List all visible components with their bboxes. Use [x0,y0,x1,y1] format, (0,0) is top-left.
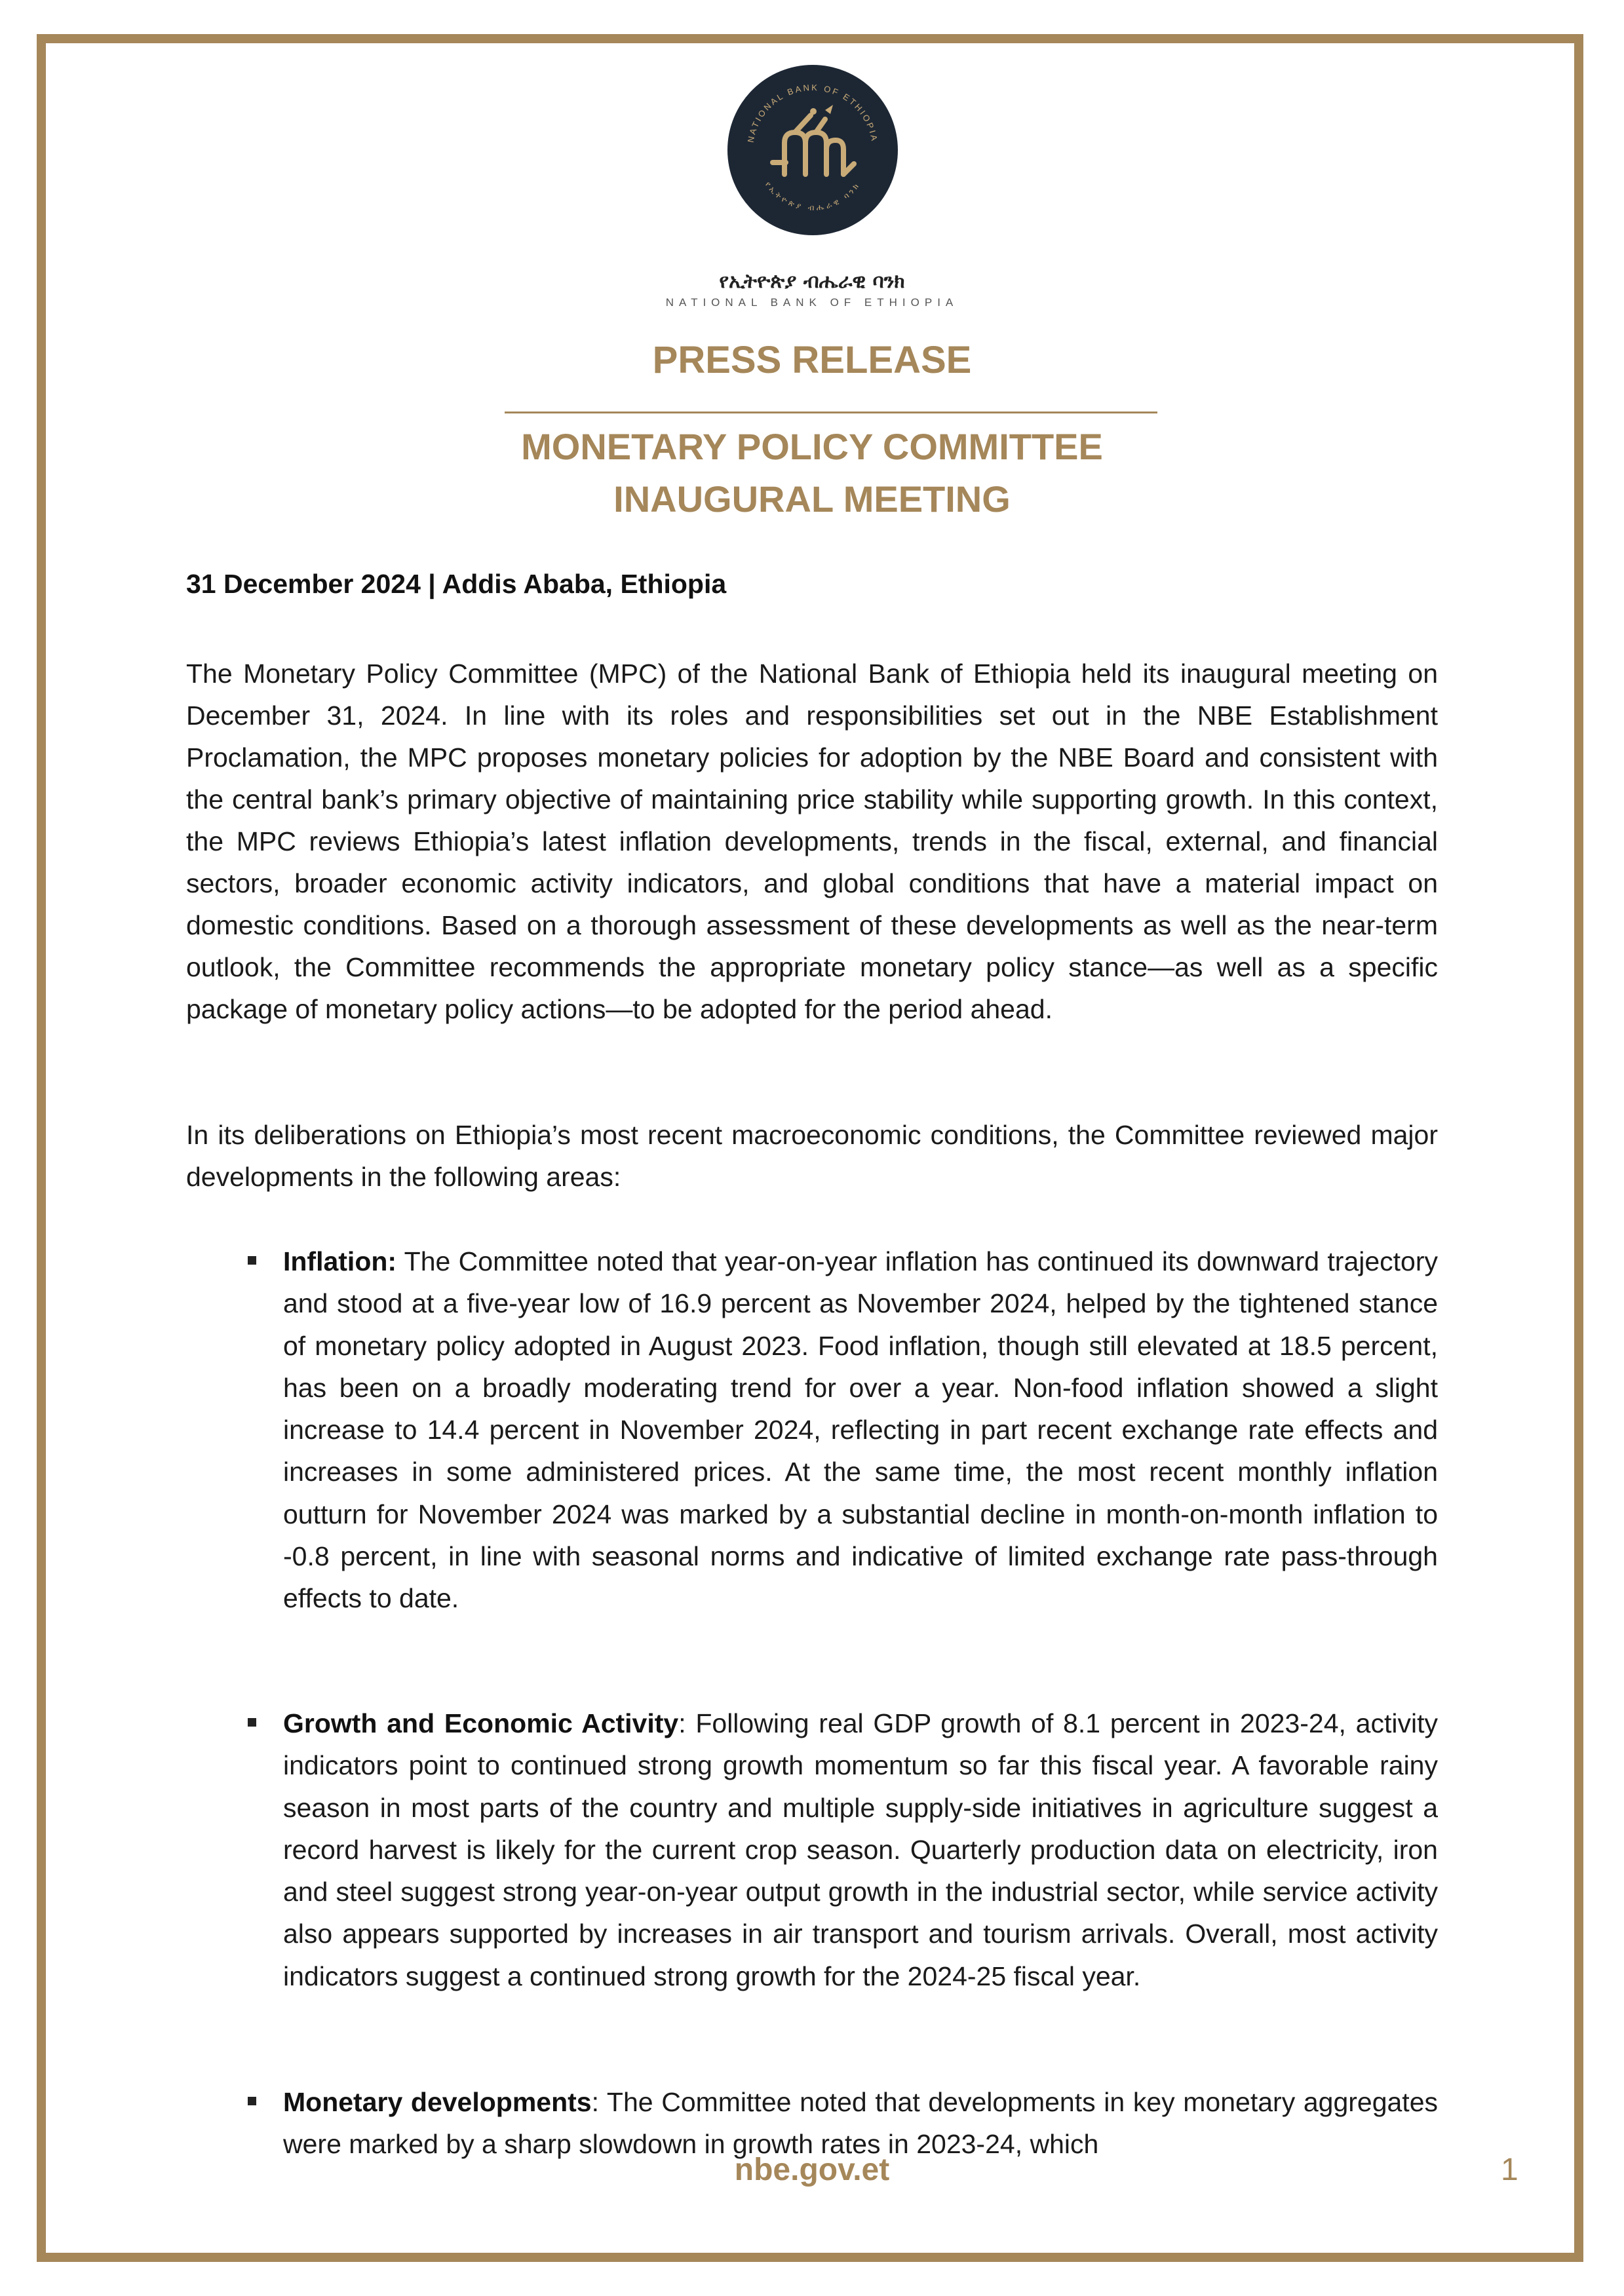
bullet-text: : Following real GDP growth of 8.1 percent in 2023-24, activity indicators point to continued strong growth momentum so far this fiscal year. A favorable rainy season in most parts of the country and multiple supply-side initiatives in agriculture suggest a record harvest is likely for the current crop season. Quarterly production data on electricity, iron and steel suggest strong year-on-year output growth in the industrial sector, while service activity also appears supported by increases in air transport and tourism arrivals. Overall, most activity indicators suggest a continued strong growth for the 2024-25 fiscal year. [283,1708,1438,1991]
title-line-2: INAUGURAL MEETING [613,478,1011,520]
title-line-1: MONETARY POLICY COMMITTEE [521,426,1103,467]
document-title [0,421,1624,526]
bullet-heading: Inflation: [283,1246,397,1276]
list-item-inflation [283,1240,1438,1620]
bullet-heading: Growth and Economic Activity [283,1708,679,1738]
brand-amharic-name: የኢትዮጵያ ብሔራዊ ባንክ [719,270,905,293]
svg-text:NATIONAL BANK OF ETHIOPIA: NATIONAL BANK OF ETHIOPIA [745,82,880,144]
nbe-seal-logo [727,64,899,236]
press-release-label: PRESS RELEASE [652,339,972,381]
bullet-heading: Monetary developments [283,2087,592,2117]
page-number: 1 [1501,2152,1518,2187]
areas-paragraph: In its deliberations on Ethiopia’s most recent macroeconomic conditions, the Committee reviewed major developments in the following areas: [186,1120,1438,1192]
list-item-growth [283,1702,1438,1997]
bullet-text: The Committee noted that year-on-year inflation has continued its downward trajectory and stood at a five-year low of 16.9 percent as November 2024, helped by the tightened stance of monetary policy adopted in August 2023. Food inflation, though still elevated at 18.5 percent, has been on a broadly moderating trend for over a year. Non-food inflation showed a slight increase to 14.4 percent in November 2024, reflecting in part recent exchange rate effects and increases in some administered prices. At the same time, the most recent monthly inflation outturn for November 2024 was marked by a substantial decline in month-on-month inflation to -0.8 percent, in line with seasonal norms and indicative of limited exchange rate pass-through effects to date. [283,1246,1438,1614]
svg-text:የኢትዮጵያ ብሔራዊ ባንክ: የኢትዮጵያ ብሔራዊ ባንክ [763,180,862,213]
bullet-text: : The Committee noted that developments in key monetary aggregates were marked by a sharp slowdown in growth rates in 2023-24, which [283,2087,1438,2160]
header-divider [505,411,1157,413]
nbe-seal-icon [727,64,899,236]
brand-english-name: NATIONAL BANK OF ETHIOPIA [665,296,959,309]
dateline: 31 December 2024 | Addis Ababa, Ethiopia [186,569,727,599]
intro-paragraph: The Monetary Policy Committee (MPC) of the National Bank of Ethiopia held its inaugural meeting on December 31, 2024. In line with its roles and responsibilities set out in the NBE Establishment Proclamation, the MPC proposes monetary policies for adoption by the NBE Board and consistent with the central bank’s primary objective of maintaining price stability while supporting growth. In this context, the MPC reviews Ethiopia’s latest inflation developments, trends in the fiscal, external, and financial sectors, broader economic activity indicators, and global conditions that have a material impact on domestic conditions. Based on a thorough assessment of these developments as well as the near-term outlook, the Committee recommends the appropriate monetary policy stance—as well as a specific package of monetary policy actions—to be adopted for the period ahead. [186,659,1438,1024]
footer-website-link[interactable]: nbe.gov.et [734,2152,890,2187]
